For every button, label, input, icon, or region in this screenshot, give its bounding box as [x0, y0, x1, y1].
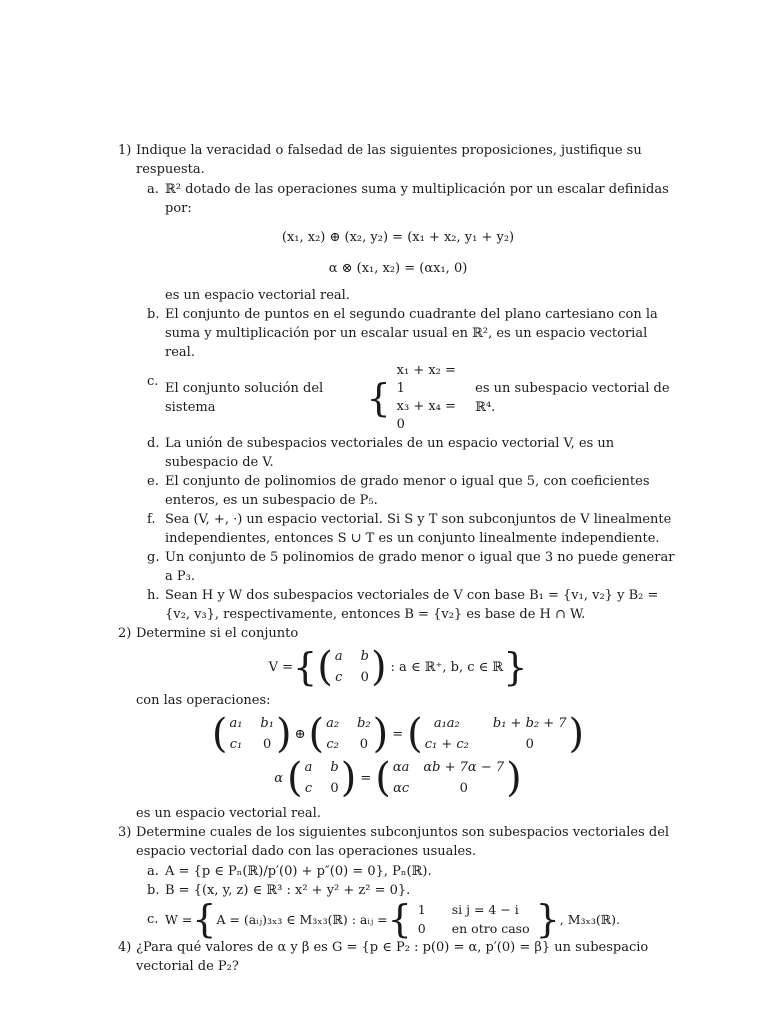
sum-operation [118, 711, 678, 757]
problem-1f [136, 510, 678, 548]
matrix-entry: c [335, 670, 343, 685]
matrix-entry: αc [393, 781, 410, 796]
matrix-entry: 0 [263, 737, 272, 752]
right-paren: ) [568, 711, 585, 757]
item-letter: d. [147, 436, 160, 451]
matrix-entry: a₁a₂ [433, 716, 460, 731]
item-text: Sea (V, +, ·) un espacio vectorial. Si S y T son subconjuntos de V linealmente independientes, entonces S ∪ T es un conjunto linealmente independiente. [165, 512, 672, 546]
set-definition [118, 644, 678, 690]
problem-1 [118, 141, 678, 179]
piecewise-cases [418, 900, 530, 938]
system-equation: x₃ + x₄ = 0 [396, 399, 456, 432]
matrix-entry: c [304, 781, 313, 796]
set-condition: : a ∈ ℝ⁺, b, c ∈ ℝ [390, 659, 504, 675]
matrix-entry: b [330, 760, 339, 775]
item-letter: b. [147, 307, 160, 322]
problem-1a [136, 180, 678, 218]
matrix [229, 714, 274, 754]
system-equation: x₁ + x₂ = 1 [396, 363, 456, 396]
matrix-entry: c₁ + c₂ [424, 737, 469, 752]
problem-number: 3) [118, 825, 132, 840]
item-text: es un espacio vectorial real. [165, 288, 350, 303]
set-lhs: V = [268, 659, 294, 675]
left-brace: { [387, 897, 412, 941]
matrix-entry: c₂ [326, 737, 339, 752]
problem-1h [136, 586, 678, 624]
equation-sum: (x₁, x₂) ⊕ (x₂, y₂) = (x₁ + x₂, y₁ + y₂) [281, 230, 515, 245]
case-value: 0 [417, 921, 426, 936]
problem-statement: Determine si el conjunto [136, 626, 299, 641]
item-letter: e. [147, 474, 159, 489]
item-text: La unión de subespacios vectoriales de un espacio vectorial V, es un subespacio de V. [165, 436, 615, 470]
right-brace: } [503, 645, 528, 689]
matrix-entry: a₁ [229, 716, 243, 731]
oplus-symbol: ⊕ [294, 726, 306, 742]
problem-statement: Determine cuales de los siguientes subconjuntos son subespacios vectoriales del espacio vectorial dado con las operaciones usuales. [136, 825, 670, 859]
item-text: El conjunto solución del sistema [165, 381, 324, 415]
item-text: es un subespacio vectorial de ℝ⁴. [475, 381, 670, 415]
matrix-entry: 0 [525, 737, 534, 752]
set-body: A = (aᵢⱼ)₃ₓ₃ ∈ M₃ₓ₃(ℝ) : aᵢⱼ = [216, 911, 388, 927]
problem-number: 1) [118, 143, 132, 158]
matrix [393, 758, 504, 798]
left-brace: { [192, 897, 217, 941]
right-paren: ) [275, 711, 292, 757]
problem-1e [136, 472, 678, 510]
matrix-entry: a₂ [326, 716, 340, 731]
left-paren: ( [375, 755, 391, 801]
case-value: 1 [417, 902, 426, 917]
item-text: ℝ² dotado de las operaciones suma y multiplicación por un escalar definidas por: [165, 182, 669, 216]
item-letter: c. [147, 912, 159, 927]
left-brace: { [293, 645, 318, 689]
problem-1d [136, 434, 678, 472]
matrix-entry: b [360, 649, 369, 664]
item-letter: b. [147, 883, 160, 898]
item-letter: f. [147, 512, 156, 527]
problem-3c [136, 897, 678, 941]
exercise-sheet [118, 141, 678, 977]
right-paren: ) [506, 755, 522, 801]
problem-statement: ¿Para qué valores de α y β es G = {p ∈ P₂ : p(0) = α, p′(0) = β} un subespacio vectorial de P₂? [136, 940, 649, 974]
matrix-entry: 0 [459, 781, 468, 796]
problem-4 [118, 938, 678, 976]
problem-2-tail: es un espacio vectorial real. [136, 806, 321, 821]
right-paren: ) [372, 711, 389, 757]
matrix-entry: a [304, 760, 313, 775]
right-paren: ) [340, 755, 357, 801]
problem-1g [136, 548, 678, 586]
operations-label: con las operaciones: [136, 693, 271, 708]
matrix-entry: 0 [330, 781, 339, 796]
left-paren: ( [317, 644, 333, 690]
equals-sign: = [392, 726, 404, 742]
set-space: , M₃ₓ₃(ℝ). [559, 911, 620, 927]
case-condition: si j = 4 − i [451, 902, 519, 917]
item-letter: g. [147, 550, 160, 565]
matrix-entry: αb + 7α − 7 [423, 760, 505, 775]
matrix-entry: a [334, 649, 343, 664]
left-brace: { [366, 376, 391, 420]
left-paren: ( [287, 755, 303, 801]
item-letter: a. [147, 182, 159, 197]
problem-3 [118, 823, 678, 861]
problem-2 [118, 624, 678, 643]
equals-sign: = [360, 770, 372, 786]
problem-3a [136, 862, 678, 881]
right-paren: ) [370, 644, 387, 690]
item-text: A = {p ∈ Pₙ(ℝ)/p′(0) + p″(0) = 0}, Pₙ(ℝ). [165, 864, 432, 879]
matrix [335, 647, 369, 687]
item-text: Sean H y W dos subespacios vectoriales de V con base B₁ = {v₁, v₂} y B₂ = {v₂, v₃}, respectivamente, entonces B = {v₂} es base de H ∩ W. [165, 588, 659, 622]
matrix-entry: b₂ [357, 716, 371, 731]
right-brace: } [535, 897, 560, 941]
alpha-symbol: α [274, 770, 284, 786]
problem-1c [136, 362, 678, 434]
matrix-entry: 0 [360, 670, 369, 685]
left-paren: ( [211, 711, 228, 757]
item-letter: a. [147, 864, 159, 879]
left-paren: ( [308, 711, 325, 757]
matrix-entry: 0 [359, 737, 368, 752]
problem-number: 4) [118, 940, 132, 955]
item-letter: c. [147, 374, 159, 389]
matrix-entry: b₁ + b₂ + 7 [492, 716, 567, 731]
matrix [305, 758, 339, 798]
problem-1b [136, 305, 678, 362]
item-text: B = {(x, y, z) ∈ ℝ³ : x² + y² + z² = 0}. [165, 883, 411, 898]
item-text: Un conjunto de 5 polinomios de grado menor o igual que 3 no puede generar a P₃. [165, 550, 675, 584]
case-condition: en otro caso [451, 921, 530, 936]
set-lhs: W = [165, 911, 193, 927]
problem-number: 2) [118, 626, 132, 641]
matrix [425, 714, 567, 754]
matrix-entry: c₁ [229, 737, 243, 752]
equation-system [397, 362, 464, 434]
problem-statement: Indique la veracidad o falsedad de las siguientes proposiciones, justifique su respuesta. [136, 143, 642, 177]
item-text: El conjunto de polinomios de grado menor o igual que 5, con coeficientes enteros, es un subespacio de P₅. [165, 474, 650, 508]
item-letter: h. [147, 588, 160, 603]
matrix-entry: b₁ [260, 716, 274, 731]
equation-scalar: α ⊗ (x₁, x₂) = (αx₁, 0) [328, 261, 468, 276]
matrix-entry: αa [392, 760, 410, 775]
scalar-operation [118, 755, 678, 801]
left-paren: ( [407, 711, 423, 757]
matrix [326, 714, 371, 754]
item-text: El conjunto de puntos en el segundo cuadrante del plano cartesiano con la suma y multiplicación por un escalar usual en ℝ², es un espacio vectorial real. [165, 307, 658, 360]
